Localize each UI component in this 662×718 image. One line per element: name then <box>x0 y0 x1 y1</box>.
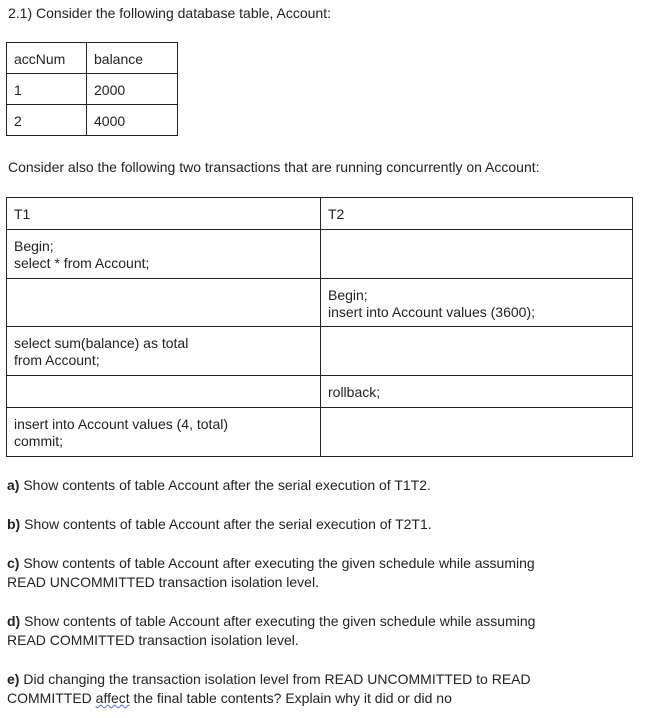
question-text: Show contents of table Account after executing the given schedule while assuming <box>24 613 536 629</box>
t2-cell <box>321 408 633 457</box>
table-row <box>7 327 633 376</box>
spellcheck-word: affect <box>95 690 130 706</box>
t2-line: Begin; <box>328 287 368 303</box>
table-row <box>7 74 178 105</box>
table-header-row <box>7 198 633 230</box>
question-label: b) <box>7 516 21 532</box>
table-cell: 2000 <box>87 74 178 105</box>
t2-cell <box>321 279 633 327</box>
intro-text: Consider also the following two transactions that are running concurrently on Account: <box>8 159 540 175</box>
column-header-t2: T2 <box>321 198 633 230</box>
question-text: Did changing the transaction isolation level from READ UNCOMMITTED to READ <box>23 671 531 687</box>
question-e <box>7 670 647 708</box>
t1-line: from Account; <box>14 352 100 368</box>
table-cell: 4000 <box>87 105 178 136</box>
column-header: balance <box>87 43 178 74</box>
table-row <box>7 408 633 457</box>
question-label: e) <box>7 671 20 687</box>
column-header-t1: T1 <box>7 198 321 230</box>
table-row <box>7 376 633 408</box>
t1-cell <box>7 230 321 279</box>
transactions-table <box>6 197 633 457</box>
t1-cell <box>7 408 321 457</box>
question-label: d) <box>7 613 21 629</box>
question-text: COMMITTED affect the final table contents? Explain why it did or did no <box>7 690 452 706</box>
table-cell: 1 <box>7 74 87 105</box>
question-text: Show contents of table Account after the serial execution of T1T2. <box>23 477 431 493</box>
question-label: c) <box>7 555 20 571</box>
question-label: a) <box>7 477 20 493</box>
table-row <box>7 279 633 327</box>
column-header: accNum <box>7 43 87 74</box>
t2-cell <box>321 327 633 376</box>
question-a <box>7 476 647 495</box>
t1-cell <box>7 279 321 327</box>
table-row <box>7 230 633 279</box>
table-cell: 2 <box>7 105 87 136</box>
t1-line: commit; <box>14 433 63 449</box>
account-table <box>6 42 178 136</box>
question-text: READ UNCOMMITTED transaction isolation level. <box>7 574 319 590</box>
t2-line: rollback; <box>328 384 381 400</box>
t2-cell <box>321 376 633 408</box>
question-c <box>7 554 647 592</box>
question-text: READ COMMITTED transaction isolation level. <box>7 632 299 648</box>
t1-cell <box>7 327 321 376</box>
question-text: Show contents of table Account after executing the given schedule while assuming <box>23 555 535 571</box>
t1-line: insert into Account values (4, total) <box>14 416 228 432</box>
question-d <box>7 612 647 650</box>
t1-cell <box>7 376 321 408</box>
question-b <box>7 515 647 534</box>
question-heading: 2.1) Consider the following database table, Account: <box>8 5 331 21</box>
t2-line: insert into Account values (3600); <box>328 304 536 320</box>
table-header-row <box>7 43 178 74</box>
t1-line: Begin; <box>14 238 54 254</box>
t1-line: select * from Account; <box>14 255 150 271</box>
t2-cell <box>321 230 633 279</box>
t1-line: select sum(balance) as total <box>14 335 189 351</box>
table-row <box>7 105 178 136</box>
question-text: Show contents of table Account after the serial execution of T2T1. <box>24 516 432 532</box>
